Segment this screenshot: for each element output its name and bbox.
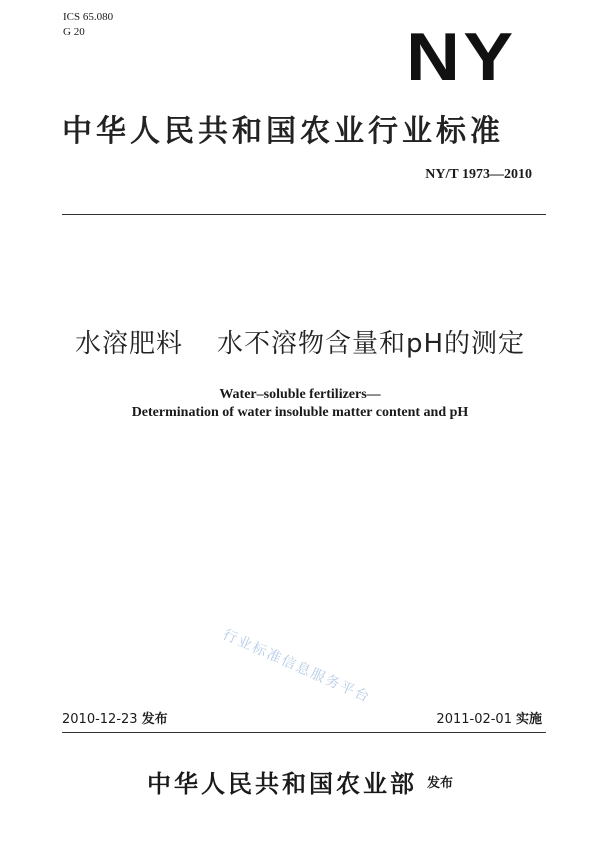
implement-label: 实施 [515,712,542,727]
issue-label: 发布 [141,712,168,727]
title-cn-part2: 水不溶物含量和pH的测定 [216,329,526,359]
document-title-cn [0,328,600,360]
implement-date-block [436,712,542,728]
publisher-name: 中华人民共和国农业部 [146,770,417,798]
watermark-text: 行业标准信息服务平台 [220,626,373,707]
bottom-divider [62,732,546,733]
standard-number: NY/T 1973—2010 [425,167,532,182]
classification-code: G 20 [63,26,85,38]
implement-date: 2011-02-01 [436,712,512,727]
publish-label: 发布 [426,776,453,791]
publisher-block [0,764,600,799]
ny-logo: NY [405,19,516,95]
issue-date-block [62,712,168,728]
standard-title: 中华人民共和国农业行业标准 [62,114,504,149]
title-cn-part1: 水溶肥料 [74,329,183,359]
document-title-en-line2: Determination of water insoluble matter content and pH [131,405,469,420]
issue-date: 2010-12-23 [62,712,138,727]
top-divider [62,214,546,215]
ics-code: ICS 65.080 [63,11,114,23]
document-title-en-line1: Water–soluble fertilizers— [219,387,381,402]
